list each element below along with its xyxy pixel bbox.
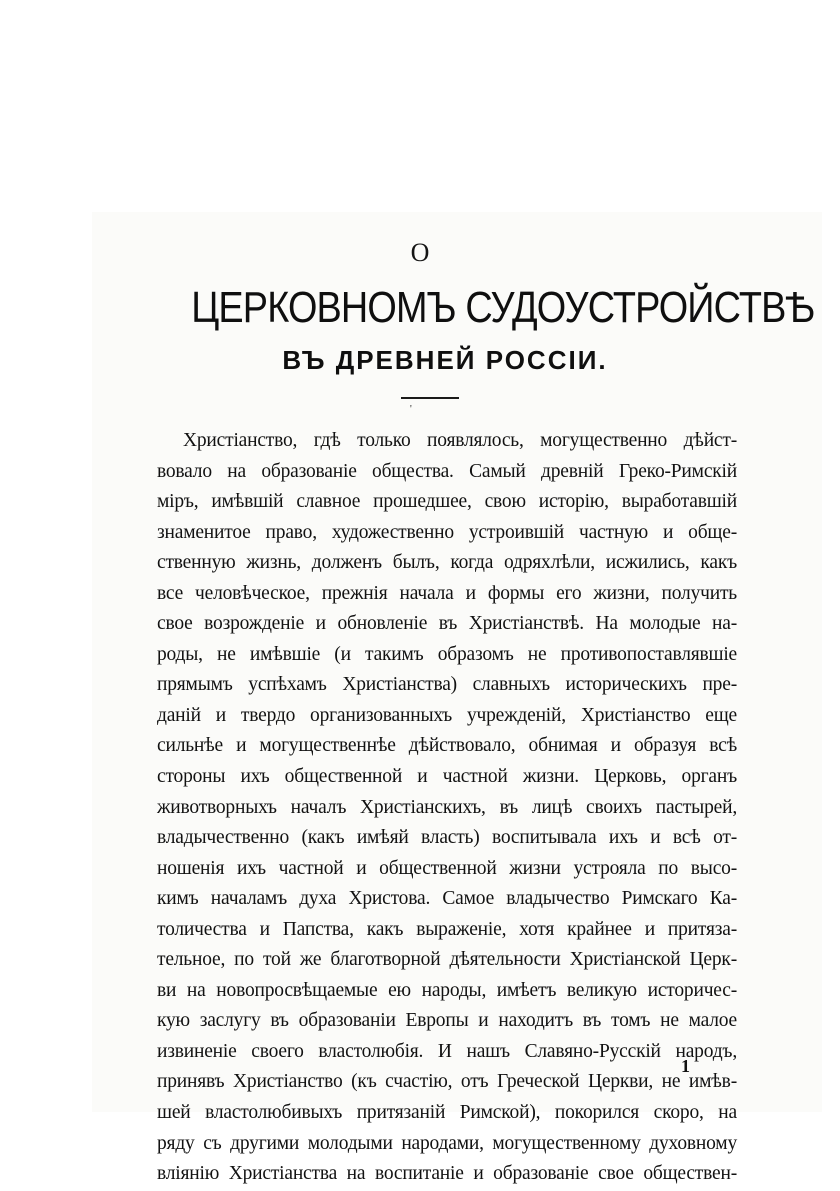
text-line: міръ, имѣвшій славное прошедшее, свою исторію, выработавшій xyxy=(157,491,737,513)
text-line: Христіанство, гдѣ только появлялось, могущественно дѣйст- xyxy=(183,430,737,451)
text-line: принявъ Христіанство (къ счастію, отъ Греческой Церкви, не имѣв- xyxy=(157,1071,737,1093)
heading-preposition: О xyxy=(410,238,430,267)
text-line: ви на новопросвѣщаемые ею народы, имѣетъ великую историчес- xyxy=(157,979,737,1001)
text-line: извиненіе своего властолюбія. И нашъ Славяно-Русскій народъ, xyxy=(157,1040,737,1062)
page-title: ЦЕРКОВНОМЪ СУДОУСТРОЙСТВѢ xyxy=(191,283,815,332)
text-line: животворныхъ началъ Христіанскихъ, въ лицѣ своихъ пастырей, xyxy=(157,796,737,818)
text-line: все человѣческое, прежнія начала и формы его жизни, получить xyxy=(157,582,737,604)
page-number: 1 xyxy=(681,1056,690,1076)
text-line: свое возрожденіе и обновленіе въ Христіанствѣ. На молодые на- xyxy=(157,613,737,635)
text-line: прямымъ успѣхамъ Христіанства) славныхъ историческихъ пре- xyxy=(157,674,737,696)
text-line: тельное, по той же благотворной дѣятельности Христіанской Церк- xyxy=(157,949,737,971)
text-line: владычественно (какъ имѣяй власть) воспитывала ихъ и всѣ от- xyxy=(157,827,737,849)
text-line: сильнѣе и могущественнѣе дѣйствовало, обнимая и образуя всѣ xyxy=(157,735,737,757)
text-line: ношенія ихъ частной и общественной жизни устрояла по высо- xyxy=(157,857,737,879)
text-line: вліянію Христіанства на воспитаніе и образованіе свое обществен- xyxy=(157,1163,737,1185)
text-line: роды, не имѣвшіе (и такимъ образомъ не противопоставлявшіе xyxy=(157,643,737,665)
text-line: ряду съ другими молодыми народами, могущественному духовному xyxy=(157,1132,737,1154)
text-line: знаменитое право, художественно устроившій частную и обще- xyxy=(157,521,737,543)
text-line: стороны ихъ общественной и частной жизни. Церковь, органъ xyxy=(157,766,737,788)
text-line: кую заслугу въ образованіи Европы и находитъ въ томъ не малое xyxy=(157,1010,737,1032)
body-text xyxy=(157,426,737,1190)
text-line: шей властолюбивыхъ притязаній Римской), покорился скоро, на xyxy=(157,1102,737,1124)
page-subtitle: ВЪ ДРЕВНЕЙ РОССІИ. xyxy=(282,345,608,375)
text-line: вовало на образованіе общества. Самый древній Греко-Римскій xyxy=(157,460,737,482)
stray-mark: ' xyxy=(410,404,412,415)
text-line: кимъ началамъ духа Христова. Самое владычество Римскаго Ка- xyxy=(157,888,737,910)
text-line: ственную жизнь, долженъ былъ, когда одряхлѣли, исжились, какъ xyxy=(157,552,737,574)
text-line: даній и твердо организованныхъ учрежденій, Христіанство еще xyxy=(157,704,737,726)
title-divider xyxy=(401,397,459,399)
text-line: толичества и Папства, какъ выраженіе, хотя крайнее и притяза- xyxy=(157,918,737,940)
